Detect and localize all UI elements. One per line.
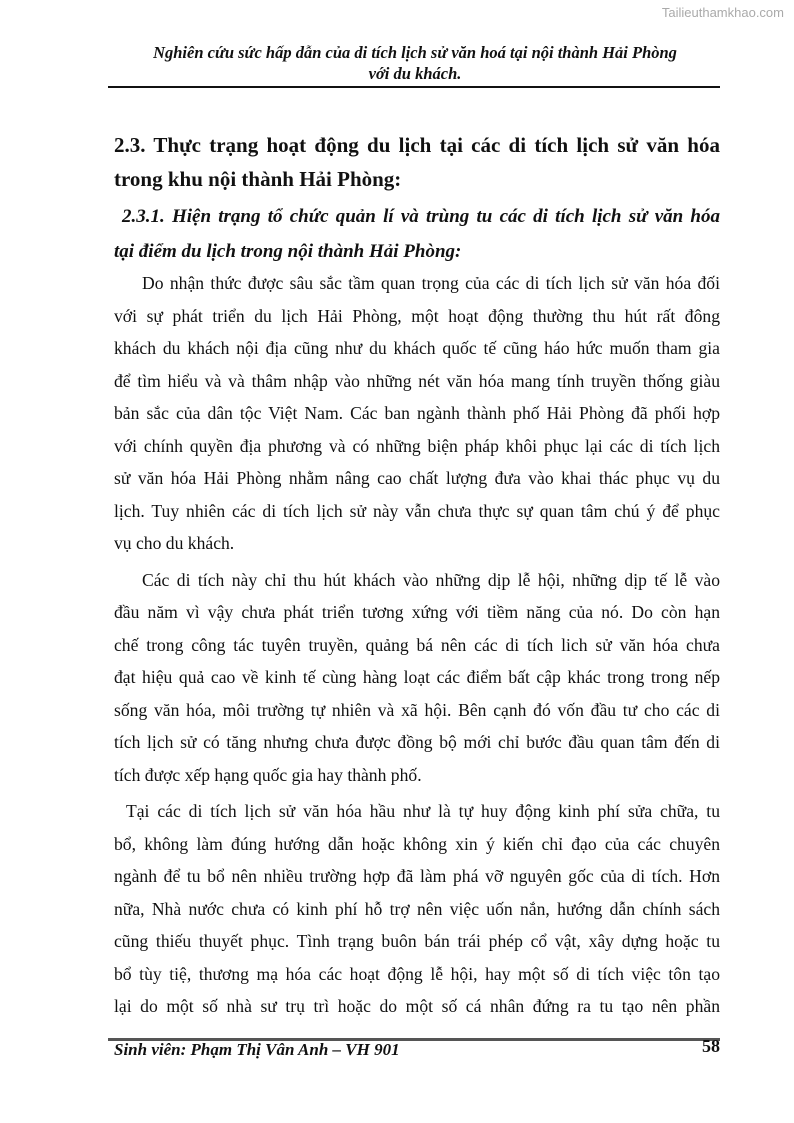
paragraph-line: bản sắc của dân tộc Việt Nam. Các ban ngành thành phố Hải Phòng đã phối hợp [114,403,720,423]
paragraph-line: Do nhận thức được sâu sắc tầm quan trọng của các di tích lịch sử văn hóa đối [142,273,720,293]
paragraph-line: bổ, không làm đúng hướng dẫn hoặc không xin ý kiến chỉ đạo của các chuyên [114,833,720,854]
paragraph-line: lại do một số nhà sư trụ trì hoặc do một số cá nhân đứng ra tu tạo nên phần [114,996,720,1016]
paragraph-line: Các di tích này chỉ thu hút khách vào những dịp lễ hội, những dịp tế lễ vào [142,569,720,590]
paragraph-line: nữa, Nhà nước chưa có kinh phí hỗ trợ nên việc uốn nắn, hướng dẫn chính sách [114,898,720,919]
page-number: 58 [702,1036,720,1056]
paragraph-line: sống văn hóa, môi trường tự nhiên và xã hội. Bên cạnh đó vốn đầu tư cho các di [114,699,720,720]
paragraph-line: Tại các di tích lịch sử văn hóa hầu như là tự huy động kinh phí sửa chữa, tu [126,801,720,821]
paragraph-line: sử văn hóa Hải Phòng nhằm nâng cao chất lượng đưa vào khai thác phục vụ du [114,468,720,488]
paragraph-line: đầu năm vì vậy chưa phát triển tương xứng với tiềm năng của nó. Do còn hạn [114,602,720,622]
running-header [110,42,720,84]
paragraph-line: tích được xếp hạng quốc gia hay thành phố. [114,764,422,785]
paragraph-line: vụ cho du khách. [114,533,235,553]
paragraph-line: để tìm hiểu và và thâm nhập vào những nét văn hóa mang tính truyền thống giàu [114,370,720,391]
footer [114,1036,720,1060]
footer-student: Sinh viên: Phạm Thị Vân Anh – VH 901 [114,1040,400,1059]
paragraph-line: đạt hiệu quả cao về kinh tế cùng hàng loạt các điểm bất cập khác trong trong nếp [114,667,720,687]
paragraph-line: với sự phát triển du lịch Hải Phòng, một hoạt động thường thu hút rất đông [114,305,720,326]
section-heading-line: 2.3. Thực trạng hoạt động du lịch tại các di tích lịch sử văn hóa [114,133,720,157]
header-line-2: với du khách. [368,64,462,83]
header-rule [108,86,720,88]
watermark: Tailieuthamkhao.com [661,5,784,20]
subsection-heading-line: 2.3.1. Hiện trạng tổ chức quản lí và trùng tu các di tích lịch sử văn hóa [122,206,720,227]
subsection-heading-line: tại điểm du lịch trong nội thành Hải Phòng: [114,241,462,262]
paragraph-line: ngành để tu bổ nên nhiều trường hợp đã làm phá vỡ nguyên gốc của di tích. Hơn [114,866,720,886]
section-heading-line: trong khu nội thành Hải Phòng: [114,167,402,191]
paragraph-line: với chính quyền địa phương và có những biện pháp khôi phục lại các di tích lịch [114,435,720,456]
paragraph-line: khách du khách nội địa cũng như du khách quốc tế cũng háo hức muốn tham gia [114,338,720,358]
paragraph-line: chế trong công tác tuyên truyền, quảng bá nên các di tích lich sử văn hóa chưa [114,634,720,655]
paragraph-line: lịch. Tuy nhiên các di tích lịch sử này vẫn chưa thực sự quan tâm chú ý để phục [114,500,720,521]
paragraph-line: cũng thiếu thuyết phục. Tình trạng buôn bán trái phép cổ vật, xây dựng hoặc tu [114,931,720,951]
paragraph-line: bổ tùy tiệ, thương mạ hóa các hoạt động lễ hội, hay một số di tích việc tôn tạo [114,963,720,984]
header-line-1: Nghiên cứu sức hấp dẫn của di tích lịch sử văn hoá tại nội thành Hải Phòng [153,43,677,62]
paragraph-line: tích lịch sử có tăng nhưng chưa được đồng bộ mới chỉ bước đầu quan tâm đến di [114,732,720,752]
